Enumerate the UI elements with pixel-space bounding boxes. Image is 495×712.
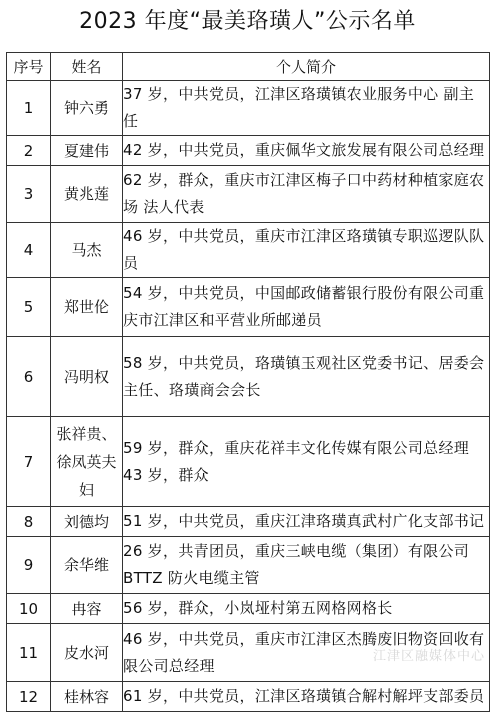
row-intro: 54 岁，中共党员，中国邮政储蓄银行股份有限公司重庆市江津区和平营业所邮递员 [123,278,490,337]
row-seq: 7 [7,417,51,507]
row-intro: 58 岁，中共党员，珞璜镇玉观社区党委书记、居委会主任、珞璜商会会长 [123,337,490,417]
row-name: 冉容 [51,594,123,624]
table-row [7,337,490,417]
row-name: 马杰 [51,223,123,278]
row-name: 余华维 [51,537,123,594]
row-name: 钟六勇 [51,81,123,136]
watermark: 江津区融媒体中心 [372,649,485,664]
row-intro: 42 岁，中共党员，重庆佩华文旅发展有限公司总经理 [123,136,490,166]
table-row [7,417,490,507]
table-row [7,682,490,712]
row-seq: 1 [7,81,51,136]
row-seq: 6 [7,337,51,417]
table-row [7,537,490,594]
row-seq: 2 [7,136,51,166]
header-seq: 序号 [7,53,51,81]
row-intro: 46 岁，中共党员，重庆市江津区珞璜镇专职巡逻队队员 [123,223,490,278]
table-row [7,81,490,136]
row-name: 黄兆莲 [51,166,123,223]
row-name: 冯明权 [51,337,123,417]
roster-table [6,52,490,712]
row-name: 桂林容 [51,682,123,712]
row-name: 郑世伦 [51,278,123,337]
row-seq: 10 [7,594,51,624]
row-intro: 46 岁，中共党员，重庆市江津区杰腾废旧物资回收有限公司总经理 [123,624,490,682]
row-intro: 61 岁，中共党员，江津区珞璜镇合解村解坪支部委员 [123,682,490,712]
row-name: 皮水河 [51,624,123,682]
row-intro: 62 岁，群众，重庆市江津区梅子口中药材种植家庭农场 法人代表 [123,166,490,223]
row-seq: 12 [7,682,51,712]
row-seq: 11 [7,624,51,682]
row-name: 夏建伟 [51,136,123,166]
table-row [7,223,490,278]
row-intro: 37 岁，中共党员，江津区珞璜镇农业服务中心 副主任 [123,81,490,136]
header-intro: 个人简介 [123,53,490,81]
row-seq: 8 [7,507,51,537]
table-header-row [7,53,490,81]
row-seq: 3 [7,166,51,223]
table-row [7,166,490,223]
row-seq: 9 [7,537,51,594]
row-intro: 51 岁，中共党员，重庆江津珞璜真武村广化支部书记 [123,507,490,537]
table-row [7,594,490,624]
table-row [7,278,490,337]
row-name: 张祥贵、徐凤英夫妇 [51,417,123,507]
row-intro: 26 岁，共青团员，重庆三峡电缆（集团）有限公司 BTTZ 防火电缆主管 [123,537,490,594]
table-row [7,136,490,166]
row-name: 刘德均 [51,507,123,537]
row-seq: 5 [7,278,51,337]
table-row [7,507,490,537]
header-name: 姓名 [51,53,123,81]
page-title: 2023 年度“最美珞璜人”公示名单 [79,9,416,34]
row-intro: 59 岁，群众，重庆花祥丰文化传媒有限公司总经理 43 岁，群众 [123,417,490,507]
row-intro: 56 岁，群众，小岚垭村第五网格网格长 [123,594,490,624]
row-seq: 4 [7,223,51,278]
